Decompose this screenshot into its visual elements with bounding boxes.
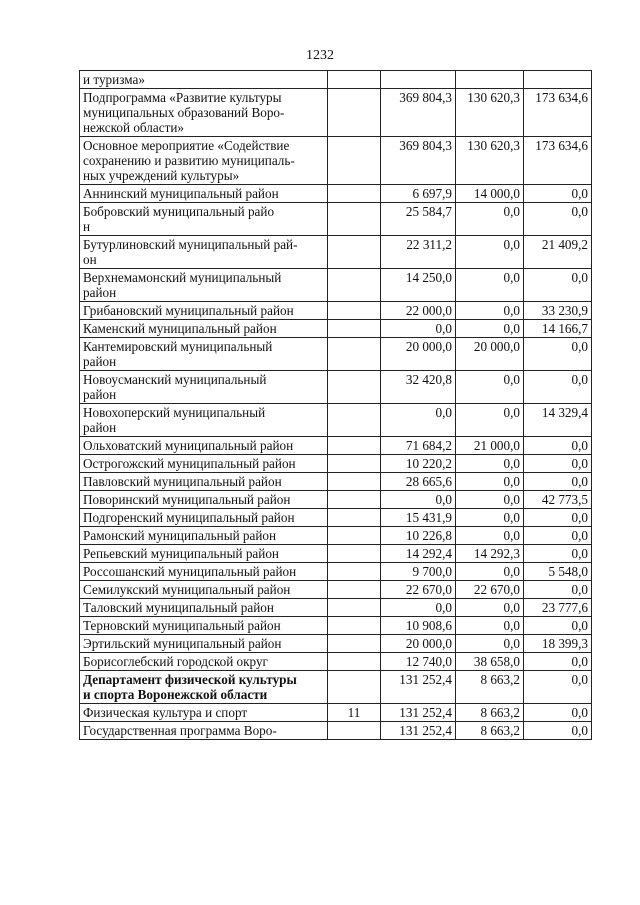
row-value-1-cell: 131 252,4 (381, 704, 456, 722)
row-code-cell (328, 137, 381, 185)
row-name-cell: Каменский муниципальный район (80, 320, 328, 338)
table-row (80, 437, 592, 455)
row-code-cell (328, 545, 381, 563)
row-value-2-cell: 0,0 (456, 302, 524, 320)
row-value-2-cell: 22 670,0 (456, 581, 524, 599)
row-code-cell (328, 473, 381, 491)
row-name-cell: Поворинский муниципальный район (80, 491, 328, 509)
row-value-3-cell: 0,0 (524, 203, 592, 236)
row-name-cell: Россошанский муниципальный район (80, 563, 328, 581)
row-value-3-cell: 0,0 (524, 653, 592, 671)
row-name-cell: Эртильский муниципальный район (80, 635, 328, 653)
table-row (80, 635, 592, 653)
row-value-3-cell: 0,0 (524, 527, 592, 545)
row-value-1-cell: 32 420,8 (381, 371, 456, 404)
row-name-cell: Физическая культура и спорт (80, 704, 328, 722)
row-value-1-cell: 131 252,4 (381, 671, 456, 704)
row-code-cell (328, 722, 381, 740)
row-value-3-cell: 0,0 (524, 722, 592, 740)
row-value-1-cell: 0,0 (381, 404, 456, 437)
row-code-cell (328, 338, 381, 371)
table-row (80, 320, 592, 338)
row-value-2-cell: 0,0 (456, 599, 524, 617)
row-code-cell (328, 437, 381, 455)
row-value-2-cell: 0,0 (456, 455, 524, 473)
row-value-1-cell: 71 684,2 (381, 437, 456, 455)
table-row (80, 71, 592, 89)
table-row (80, 545, 592, 563)
row-value-3-cell: 14 329,4 (524, 404, 592, 437)
row-code-cell (328, 635, 381, 653)
table-row (80, 404, 592, 437)
row-value-3-cell: 23 777,6 (524, 599, 592, 617)
row-value-1-cell: 28 665,6 (381, 473, 456, 491)
row-name-cell: Грибановский муниципальный район (80, 302, 328, 320)
table-row (80, 338, 592, 371)
row-name-cell: Репьевский муниципальный район (80, 545, 328, 563)
row-value-1-cell: 15 431,9 (381, 509, 456, 527)
row-value-3-cell: 0,0 (524, 455, 592, 473)
row-value-3-cell: 33 230,9 (524, 302, 592, 320)
row-name-cell: Подгоренский муниципальный район (80, 509, 328, 527)
row-code-cell (328, 563, 381, 581)
row-code-cell (328, 302, 381, 320)
row-value-2-cell: 0,0 (456, 269, 524, 302)
row-value-1-cell: 0,0 (381, 320, 456, 338)
row-value-1-cell: 6 697,9 (381, 185, 456, 203)
row-name-cell: Новохоперский муниципальный район (80, 404, 328, 437)
row-value-1-cell: 131 252,4 (381, 722, 456, 740)
row-code-cell (328, 653, 381, 671)
page-number: 1232 (306, 48, 334, 63)
row-value-3-cell: 0,0 (524, 338, 592, 371)
table-row (80, 371, 592, 404)
table-row (80, 203, 592, 236)
row-name-cell: Ольховатский муниципальный район (80, 437, 328, 455)
row-value-1-cell: 20 000,0 (381, 635, 456, 653)
row-value-2-cell: 0,0 (456, 491, 524, 509)
row-value-3-cell: 0,0 (524, 437, 592, 455)
row-code-cell (328, 71, 381, 89)
row-value-1-cell: 14 250,0 (381, 269, 456, 302)
row-value-2-cell: 0,0 (456, 473, 524, 491)
row-value-1-cell: 12 740,0 (381, 653, 456, 671)
table-row (80, 704, 592, 722)
row-value-2-cell: 0,0 (456, 236, 524, 269)
row-code-cell (328, 404, 381, 437)
budget-table-body (80, 71, 592, 740)
table-row (80, 473, 592, 491)
row-name-cell: Бобровский муниципальный райо н (80, 203, 328, 236)
row-value-1-cell: 0,0 (381, 491, 456, 509)
row-value-3-cell: 18 399,3 (524, 635, 592, 653)
row-value-3-cell: 0,0 (524, 185, 592, 203)
row-name-cell: Павловский муниципальный район (80, 473, 328, 491)
table-row (80, 722, 592, 740)
row-value-2-cell: 130 620,3 (456, 89, 524, 137)
row-name-cell: Новоусманский муниципальный район (80, 371, 328, 404)
table-row (80, 671, 592, 704)
row-value-3-cell: 5 548,0 (524, 563, 592, 581)
table-row (80, 617, 592, 635)
row-value-3-cell: 21 409,2 (524, 236, 592, 269)
row-value-1-cell: 10 226,8 (381, 527, 456, 545)
row-value-2-cell: 0,0 (456, 404, 524, 437)
table-row (80, 185, 592, 203)
row-code-cell (328, 671, 381, 704)
table-row (80, 527, 592, 545)
row-name-cell: Терновский муниципальный район (80, 617, 328, 635)
table-row (80, 563, 592, 581)
row-value-1-cell: 9 700,0 (381, 563, 456, 581)
row-code-cell (328, 509, 381, 527)
row-name-cell: Верхнемамонский муниципальный район (80, 269, 328, 302)
row-value-1-cell: 369 804,3 (381, 137, 456, 185)
table-row (80, 455, 592, 473)
row-code-cell (328, 371, 381, 404)
row-value-3-cell: 42 773,5 (524, 491, 592, 509)
row-name-cell: Бутурлиновский муниципальный рай- он (80, 236, 328, 269)
row-value-1-cell: 20 000,0 (381, 338, 456, 371)
row-code-cell (328, 455, 381, 473)
row-code-cell (328, 581, 381, 599)
row-value-2-cell: 0,0 (456, 371, 524, 404)
row-value-2-cell: 130 620,3 (456, 137, 524, 185)
row-value-3-cell: 0,0 (524, 509, 592, 527)
row-code-cell (328, 527, 381, 545)
row-value-1-cell: 25 584,7 (381, 203, 456, 236)
row-code-cell (328, 491, 381, 509)
row-value-2-cell: 8 663,2 (456, 722, 524, 740)
row-value-2-cell: 20 000,0 (456, 338, 524, 371)
row-code-cell (328, 185, 381, 203)
table-row (80, 89, 592, 137)
row-value-2-cell: 14 000,0 (456, 185, 524, 203)
row-value-3-cell: 0,0 (524, 581, 592, 599)
table-row (80, 581, 592, 599)
row-value-2-cell: 0,0 (456, 509, 524, 527)
table-row (80, 653, 592, 671)
row-name-cell: Основное мероприятие «Содействие сохранению и развитию муниципаль- ных учреждений культуры» (80, 137, 328, 185)
row-value-3-cell: 173 634,6 (524, 137, 592, 185)
row-value-2-cell: 38 658,0 (456, 653, 524, 671)
row-name-cell: Аннинский муниципальный район (80, 185, 328, 203)
row-code-cell (328, 203, 381, 236)
row-value-1-cell: 22 000,0 (381, 302, 456, 320)
table-row (80, 302, 592, 320)
row-code-cell: 11 (328, 704, 381, 722)
row-value-2-cell: 8 663,2 (456, 704, 524, 722)
row-name-cell: Семилукский муниципальный район (80, 581, 328, 599)
table-row (80, 599, 592, 617)
row-name-cell: Подпрограмма «Развитие культуры муниципальных образований Воро- нежской области» (80, 89, 328, 137)
row-name-cell: и туризма» (80, 71, 328, 89)
row-name-cell: Борисоглебский городской округ (80, 653, 328, 671)
table-row (80, 491, 592, 509)
budget-table (79, 70, 592, 740)
row-value-2-cell: 14 292,3 (456, 545, 524, 563)
row-name-cell: Кантемировский муниципальный район (80, 338, 328, 371)
row-value-1-cell: 10 908,6 (381, 617, 456, 635)
row-value-3-cell: 173 634,6 (524, 89, 592, 137)
row-value-3-cell: 0,0 (524, 704, 592, 722)
row-name-cell: Государственная программа Воро- (80, 722, 328, 740)
row-value-3-cell: 0,0 (524, 473, 592, 491)
row-code-cell (328, 617, 381, 635)
row-value-2-cell: 0,0 (456, 617, 524, 635)
row-value-2-cell (456, 71, 524, 89)
row-name-cell: Таловский муниципальный район (80, 599, 328, 617)
table-row (80, 509, 592, 527)
row-value-3-cell: 0,0 (524, 617, 592, 635)
row-value-1-cell: 10 220,2 (381, 455, 456, 473)
row-value-3-cell (524, 71, 592, 89)
row-code-cell (328, 236, 381, 269)
row-value-3-cell: 0,0 (524, 671, 592, 704)
row-value-1-cell: 0,0 (381, 599, 456, 617)
row-code-cell (328, 599, 381, 617)
row-value-3-cell: 14 166,7 (524, 320, 592, 338)
row-code-cell (328, 89, 381, 137)
row-value-1-cell (381, 71, 456, 89)
row-value-2-cell: 0,0 (456, 320, 524, 338)
row-code-cell (328, 320, 381, 338)
row-name-cell: Острогожский муниципальный район (80, 455, 328, 473)
row-value-2-cell: 0,0 (456, 527, 524, 545)
row-value-2-cell: 0,0 (456, 563, 524, 581)
row-value-2-cell: 21 000,0 (456, 437, 524, 455)
table-row (80, 137, 592, 185)
row-value-1-cell: 14 292,4 (381, 545, 456, 563)
row-value-2-cell: 0,0 (456, 203, 524, 236)
row-code-cell (328, 269, 381, 302)
row-name-cell: Рамонский муниципальный район (80, 527, 328, 545)
row-value-3-cell: 0,0 (524, 545, 592, 563)
row-value-3-cell: 0,0 (524, 269, 592, 302)
row-value-1-cell: 22 311,2 (381, 236, 456, 269)
table-row (80, 269, 592, 302)
row-value-2-cell: 8 663,2 (456, 671, 524, 704)
row-value-1-cell: 22 670,0 (381, 581, 456, 599)
row-value-1-cell: 369 804,3 (381, 89, 456, 137)
table-row (80, 236, 592, 269)
row-value-3-cell: 0,0 (524, 371, 592, 404)
row-name-cell: Департамент физической культуры и спорта Воронежской области (80, 671, 328, 704)
row-value-2-cell: 0,0 (456, 635, 524, 653)
